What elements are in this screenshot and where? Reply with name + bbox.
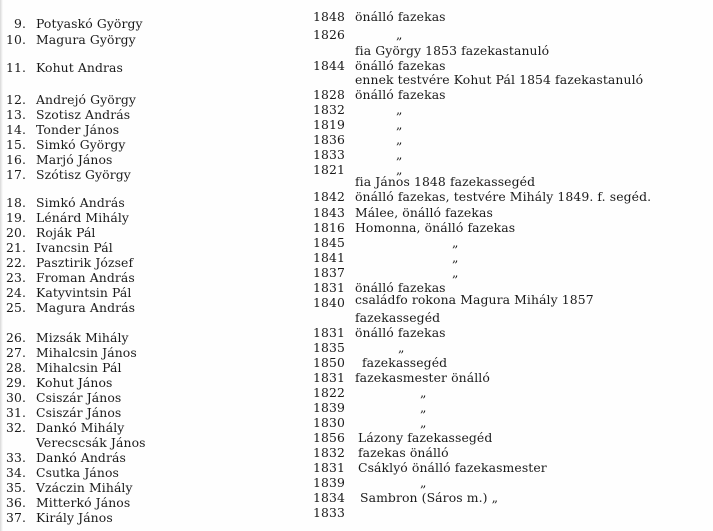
occupation-note: Homonna, önálló fazekas xyxy=(355,220,516,235)
birth-year: 1830 xyxy=(313,415,345,430)
row-number: 30. xyxy=(6,390,27,405)
person-name: Pasztirik József xyxy=(36,255,134,270)
person-name: Roják Pál xyxy=(36,225,96,240)
person-name: Király János xyxy=(36,510,113,525)
row-number: 10. xyxy=(6,32,27,47)
birth-year: 1832 xyxy=(313,102,345,117)
row-number: 25. xyxy=(6,300,27,315)
person-name: Froman András xyxy=(36,270,135,285)
row-number: 16. xyxy=(6,152,27,167)
ditto-mark: „ xyxy=(396,117,403,132)
person-name: Mihalcsin János xyxy=(36,345,137,360)
birth-year: 1831 xyxy=(313,460,345,475)
person-name: Csiszár János xyxy=(36,405,122,420)
birth-year: 1845 xyxy=(313,235,345,250)
occupation-note: önálló fazekas xyxy=(355,9,446,24)
person-name: Vzáczin Mihály xyxy=(36,480,133,495)
birth-year: 1850 xyxy=(313,355,345,370)
occupation-note: Csáklyó önálló fazekasmester xyxy=(358,460,547,475)
birth-year: 1833 xyxy=(313,505,345,520)
birth-year: 1831 xyxy=(313,370,345,385)
row-number: 22. xyxy=(6,255,27,270)
birth-year: 1842 xyxy=(313,189,345,204)
row-number: 11. xyxy=(6,60,27,75)
occupation-note: önálló fazekas xyxy=(355,325,446,340)
person-name: Verecscsák János xyxy=(36,435,146,450)
occupation-note: Lázony fazekassegéd xyxy=(358,430,493,445)
ditto-mark: „ xyxy=(452,235,459,250)
person-name: Kohut Andras xyxy=(36,60,123,75)
scan-edge-shadow xyxy=(0,0,3,531)
occupation-note: önálló fazekas xyxy=(355,87,446,102)
row-number: 26. xyxy=(6,330,27,345)
ditto-mark: „ xyxy=(452,265,459,280)
birth-year: 1839 xyxy=(313,400,345,415)
occupation-note: önálló fazekas, testvére Mihály 1849. f. segéd. xyxy=(355,189,652,204)
ditto-mark: „ xyxy=(396,132,403,147)
row-number: 29. xyxy=(6,375,27,390)
person-name: Csiszár János xyxy=(36,390,122,405)
ditto-mark: „ xyxy=(420,400,427,415)
row-number: 37. xyxy=(6,510,27,525)
ditto-mark: „ xyxy=(420,385,427,400)
occupation-note: fazekassegéd xyxy=(355,310,441,325)
birth-year: 1831 xyxy=(313,325,345,340)
person-name: Mizsák Mihály xyxy=(36,330,129,345)
person-name: Szótisz György xyxy=(36,167,131,182)
occupation-note: Sambron (Sáros m.) „ xyxy=(360,490,499,505)
occupation-note: fazekassegéd xyxy=(362,355,448,370)
birth-year: 1828 xyxy=(313,87,345,102)
birth-year: 1822 xyxy=(313,385,345,400)
row-number: 28. xyxy=(6,360,27,375)
birth-year: 1834 xyxy=(313,490,345,505)
occupation-note: családfo rokona Magura Mihály 1857 xyxy=(355,292,594,307)
birth-year: 1848 xyxy=(313,9,345,24)
birth-year: 1843 xyxy=(313,205,345,220)
occupation-note: önálló fazekas xyxy=(355,280,446,295)
ditto-mark: „ xyxy=(396,27,403,42)
occupation-note: ennek testvére Kohut Pál 1854 fazekastanuló xyxy=(355,72,644,87)
birth-year: 1816 xyxy=(313,220,345,235)
row-number: 34. xyxy=(6,465,27,480)
person-name: Mitterkó János xyxy=(36,495,131,510)
row-number: 17. xyxy=(6,167,27,182)
occupation-note: fazekas önálló xyxy=(358,445,449,460)
ditto-mark: „ xyxy=(396,102,403,117)
person-name: Simkó György xyxy=(36,137,126,152)
ditto-mark: „ xyxy=(396,162,403,177)
row-number: 33. xyxy=(6,450,27,465)
ditto-mark: „ xyxy=(420,475,427,490)
birth-year: 1837 xyxy=(313,265,345,280)
birth-year: 1839 xyxy=(313,475,345,490)
person-name: Marjó János xyxy=(36,152,113,167)
person-name: Kohut János xyxy=(36,375,113,390)
person-name: Csutka János xyxy=(36,465,119,480)
row-number: 36. xyxy=(6,495,27,510)
birth-year: 1844 xyxy=(313,58,345,73)
person-name: Szotisz András xyxy=(36,107,131,122)
person-name: Mihalcsin Pál xyxy=(36,360,122,375)
row-number: 15. xyxy=(6,137,27,152)
row-number: 23. xyxy=(6,270,27,285)
occupation-note: fia János 1848 fazekassegéd xyxy=(355,174,536,189)
birth-year: 1831 xyxy=(313,280,345,295)
birth-year: 1819 xyxy=(313,117,345,132)
birth-year: 1833 xyxy=(313,147,345,162)
person-name: Katyvintsin Pál xyxy=(36,285,132,300)
row-number: 12. xyxy=(6,92,27,107)
row-number: 35. xyxy=(6,480,27,495)
birth-year: 1841 xyxy=(313,250,345,265)
occupation-note: Málee, önálló fazekas xyxy=(355,205,493,220)
row-number: 31. xyxy=(6,405,27,420)
row-number: 21. xyxy=(6,240,27,255)
person-name: Tonder János xyxy=(36,122,120,137)
person-name: Ivancsin Pál xyxy=(36,240,113,255)
person-name: Dankó András xyxy=(36,450,126,465)
person-name: Simkó András xyxy=(36,195,125,210)
occupation-note: önálló fazekas xyxy=(355,58,446,73)
ditto-mark: „ xyxy=(396,147,403,162)
person-name: Magura György xyxy=(36,32,136,47)
birth-year: 1835 xyxy=(313,340,345,355)
row-number: 9. xyxy=(13,16,26,31)
row-number: 13. xyxy=(6,107,27,122)
person-name: Andrejó György xyxy=(36,92,136,107)
ditto-mark: „ xyxy=(398,340,405,355)
birth-year: 1840 xyxy=(313,295,345,310)
birth-year: 1836 xyxy=(313,132,345,147)
person-name: Potyaskó György xyxy=(36,16,143,31)
birth-year: 1856 xyxy=(313,430,345,445)
row-number: 27. xyxy=(6,345,27,360)
occupation-note: fazekasmester önálló xyxy=(355,370,490,385)
row-number: 24. xyxy=(6,285,27,300)
row-number: 32. xyxy=(6,420,27,435)
ditto-mark: „ xyxy=(420,415,427,430)
row-number: 20. xyxy=(6,225,27,240)
person-name: Lénárd Mihály xyxy=(36,210,130,225)
birth-year: 1826 xyxy=(313,27,345,42)
row-number: 18. xyxy=(6,195,27,210)
row-number: 19. xyxy=(6,210,27,225)
person-name: Magura András xyxy=(36,300,136,315)
row-number: 14. xyxy=(6,122,27,137)
person-name: Dankó Mihály xyxy=(36,420,125,435)
birth-year: 1832 xyxy=(313,445,345,460)
ditto-mark: „ xyxy=(452,250,459,265)
occupation-note: fia György 1853 fazekastanuló xyxy=(355,43,550,58)
birth-year: 1821 xyxy=(313,162,345,177)
